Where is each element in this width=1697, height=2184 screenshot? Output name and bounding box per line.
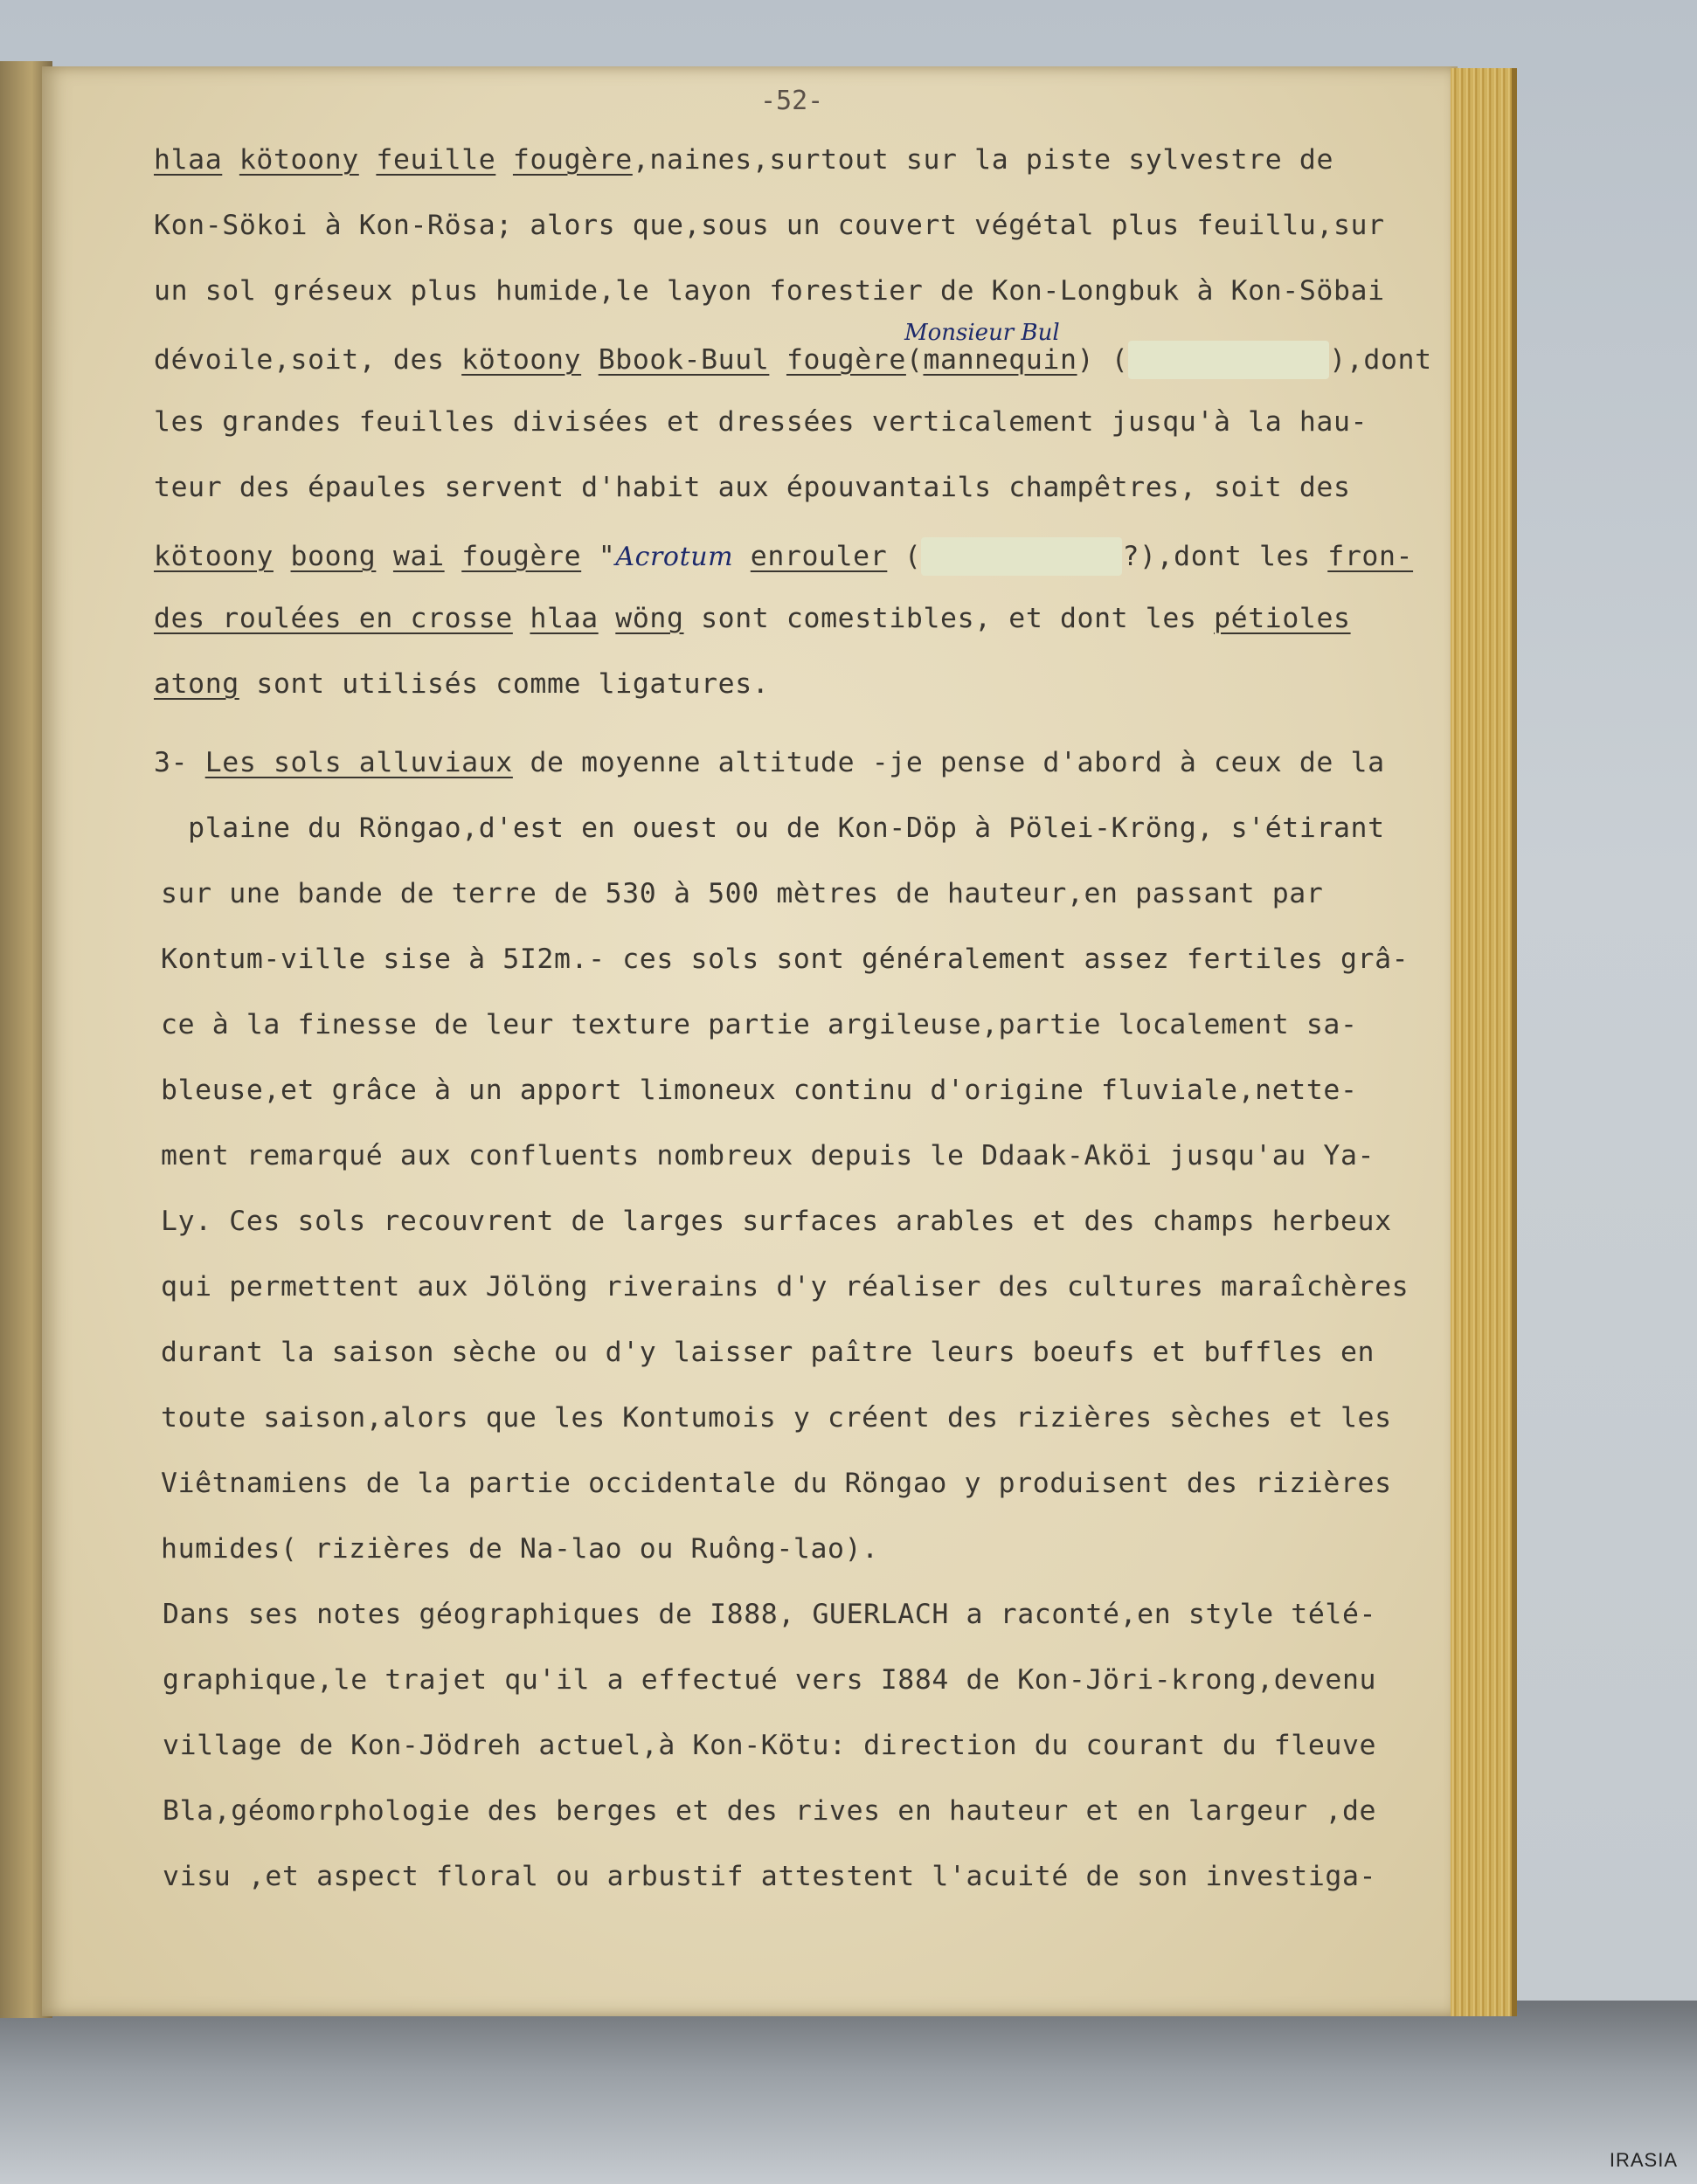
underlined-term: fougère	[786, 344, 906, 376]
text-segment	[495, 144, 513, 176]
text-segment: dévoile,soit, des	[154, 344, 462, 376]
text-segment: teur des épaules servent d'habit aux épouvantails champêtres, soit des	[154, 472, 1351, 503]
underlined-term: wöng	[615, 603, 684, 634]
text-segment: sont comestibles, et dont les	[683, 603, 1215, 634]
text-line	[154, 747, 1385, 778]
text-line	[154, 537, 1413, 576]
text-segment: qui permettent aux Jölöng riverains d'y réaliser des cultures maraîchères	[161, 1271, 1410, 1303]
text-line	[161, 878, 1323, 909]
text-segment: Ly. Ces sols recouvrent de larges surfaces arables et des champs herbeux	[161, 1206, 1392, 1237]
text-line	[163, 1599, 1376, 1630]
text-segment: Dans ses notes géographiques de I888, GUERLACH a raconté,en style télé-	[163, 1599, 1377, 1630]
text-line	[154, 406, 1368, 438]
text-segment: ment remarqué aux confluents nombreux depuis le Ddaak-Aköi jusqu'au Ya-	[161, 1140, 1375, 1171]
text-line	[161, 1337, 1375, 1368]
text-line	[163, 1795, 1376, 1827]
underlined-term: enrouler	[750, 541, 888, 572]
underlined-term: pétioles	[1214, 603, 1351, 634]
underlined-term: boong	[290, 541, 377, 572]
text-segment: "	[581, 541, 616, 572]
text-line	[161, 943, 1409, 975]
underlined-term: kötoony	[239, 144, 359, 176]
underlined-term: feuille	[376, 144, 496, 176]
text-segment: humides( rizières de Na-lao ou Ruông-lao).	[161, 1533, 879, 1565]
text-line	[154, 341, 1432, 379]
text-segment: Kontum-ville sise à 5I2m.- ces sols sont généralement assez fertiles grâ-	[161, 943, 1410, 975]
text-line	[161, 1009, 1358, 1040]
underlined-term: atong	[154, 668, 239, 700]
watermark: IRASIA	[1609, 2149, 1678, 2171]
text-line	[154, 210, 1385, 241]
text-line	[154, 144, 1333, 176]
text-segment: les grandes feuilles divisées et dressées verticalement jusqu'à la hau-	[154, 406, 1368, 438]
text-segment: ?),dont les	[1122, 541, 1328, 572]
text-segment	[733, 541, 751, 572]
underlined-term: fron-	[1327, 541, 1414, 572]
text-segment	[769, 344, 786, 376]
underlined-term: kötoony	[154, 541, 274, 572]
text-segment	[274, 541, 291, 572]
text-segment: de moyenne altitude -je pense d'abord à ceux de la	[512, 747, 1385, 778]
underlined-term: des roulées en crosse	[154, 603, 513, 634]
underlined-term: wai	[392, 541, 445, 572]
text-line	[161, 1206, 1392, 1237]
background-shadow	[0, 2001, 1697, 2184]
page-number: -52-	[760, 86, 824, 116]
text-segment	[445, 541, 462, 572]
text-segment: bleuse,et grâce à un apport limoneux continu d'origine fluviale,nette-	[161, 1075, 1358, 1106]
text-segment: toute saison,alors que les Kontumois y créent des rizières sèches et les	[161, 1402, 1392, 1434]
text-segment: (	[905, 344, 924, 376]
text-line	[161, 1271, 1409, 1303]
text-segment: ) (	[1077, 344, 1129, 376]
text-segment: ),dont	[1329, 344, 1432, 376]
text-line	[163, 1664, 1376, 1696]
redaction-mask	[921, 537, 1122, 576]
text-segment	[376, 541, 393, 572]
text-segment	[359, 144, 377, 176]
text-line	[154, 603, 1351, 634]
text-segment: sont utilisés comme ligatures.	[239, 668, 770, 700]
underlined-term: kötoony	[461, 344, 582, 376]
underlined-term: mannequin	[923, 344, 1077, 376]
text-segment: Kon-Sökoi à Kon-Rösa; alors que,sous un couvert végétal plus feuillu,sur	[154, 210, 1385, 241]
text-segment: ,naines,surtout sur la piste sylvestre de	[632, 144, 1334, 176]
underlined-term: fougère	[461, 541, 582, 572]
text-segment: Viêtnamiens de la partie occidentale du Röngao y produisent des rizières	[161, 1468, 1392, 1499]
text-segment: visu ,et aspect floral ou arbustif attestent l'acuité de son investiga-	[163, 1861, 1377, 1892]
text-segment: plaine du Röngao,d'est en ouest ou de Kon-Döp à Pölei-Kröng, s'étirant	[154, 812, 1385, 844]
text-segment	[599, 603, 616, 634]
text-line	[161, 1533, 879, 1565]
text-line	[163, 1861, 1376, 1892]
text-line	[154, 472, 1351, 503]
underlined-term: Bbook-Buul	[598, 344, 770, 376]
text-segment: un sol gréseux plus humide,le layon forestier de Kon-Longbuk à Kon-Söbai	[154, 275, 1385, 307]
text-segment	[222, 144, 239, 176]
text-segment: graphique,le trajet qu'il a effectué vers I884 de Kon-Jöri-krong,devenu	[163, 1664, 1377, 1696]
text-segment: (	[887, 541, 922, 572]
text-line	[163, 1730, 1376, 1761]
text-segment: ce à la finesse de leur texture partie argileuse,partie localement sa-	[161, 1009, 1358, 1040]
text-line	[161, 1468, 1392, 1499]
text-segment: 3-	[154, 747, 205, 778]
text-segment	[513, 603, 530, 634]
underlined-term: Les sols alluviaux	[204, 747, 513, 778]
text-segment	[581, 344, 599, 376]
text-line	[154, 812, 1385, 844]
redaction-mask	[1128, 341, 1329, 379]
underlined-term: hlaa	[154, 144, 223, 176]
underlined-term: fougère	[512, 144, 633, 176]
text-line	[154, 668, 769, 700]
handwritten-annotation-acrotum: Acrotum	[615, 542, 734, 572]
handwritten-annotation-bul: Monsieur Bul	[904, 320, 1060, 346]
underlined-term: hlaa	[530, 603, 599, 634]
page-stack-edge	[1451, 68, 1517, 2016]
text-segment: Bla,géomorphologie des berges et des rives en hauteur et en largeur ,de	[163, 1795, 1377, 1827]
text-segment: durant la saison sèche ou d'y laisser paître leurs boeufs et buffles en	[161, 1337, 1375, 1368]
text-line	[161, 1075, 1358, 1106]
text-segment: village de Kon-Jödreh actuel,à Kon-Kötu: direction du courant du fleuve	[163, 1730, 1377, 1761]
text-line	[161, 1402, 1392, 1434]
text-line	[161, 1140, 1375, 1171]
text-segment: sur une bande de terre de 530 à 500 mètres de hauteur,en passant par	[161, 878, 1324, 909]
text-line	[154, 275, 1385, 307]
